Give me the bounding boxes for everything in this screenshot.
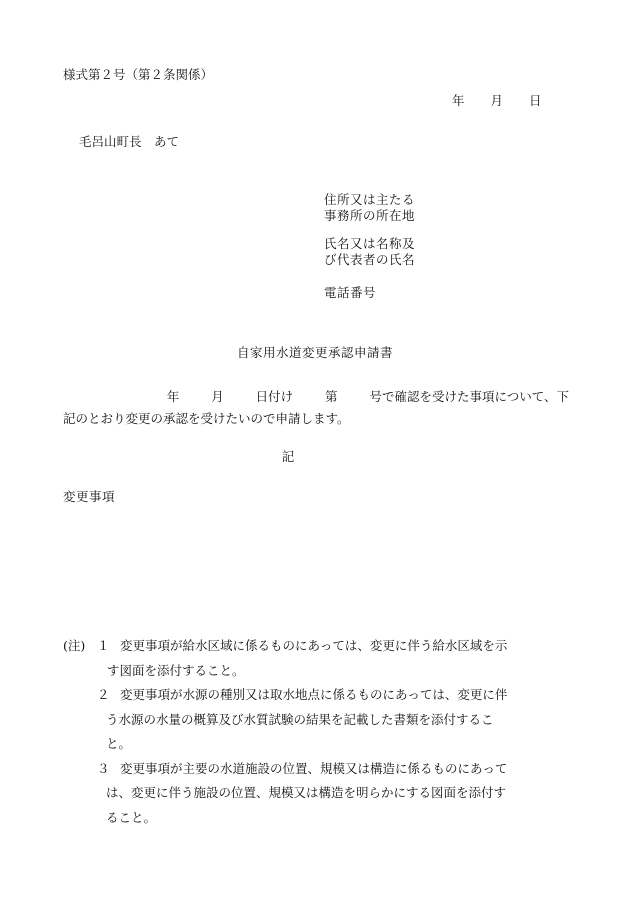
request-line-1-rest: 号で確認を受けた事項について、下 — [369, 389, 569, 404]
request-paragraph — [63, 386, 569, 430]
note-text: 変更事項が主要の水道施設の位置、規模又は構造に係るものにあって — [120, 760, 508, 776]
date-day: 日 — [529, 93, 542, 108]
notes-lead: (注) — [63, 638, 86, 653]
form-number: 様式第２号（第２条関係） — [63, 67, 214, 82]
date-month: 月 — [490, 93, 504, 108]
applicant-phone-label — [324, 285, 376, 301]
address-label-line-2: 事務所の所在地 — [324, 208, 416, 223]
request-number-prefix: 第 — [325, 389, 338, 404]
phone-label: 電話番号 — [324, 285, 377, 300]
addressee: 毛呂山町長 あて — [79, 134, 180, 149]
name-label-line-1: 氏名又は名称及 — [324, 236, 416, 251]
note-text-continued: と。 — [106, 736, 132, 751]
notes — [63, 634, 575, 830]
note-item-1 — [63, 634, 575, 683]
note-text-continued: う水源の水量の概算及び水質試験の結果を記載した書類を添付するこ — [106, 711, 494, 727]
ki-marker: 記 — [281, 449, 295, 464]
note-text: 変更事項が給水区域に係るものにあっては、変更に伴う給水区域を示 — [120, 638, 508, 653]
note-number: ３ — [97, 760, 110, 776]
note-item-3 — [63, 757, 575, 831]
name-label-line-2: び代表者の氏名 — [324, 252, 416, 267]
request-dated: 日付け — [255, 389, 294, 404]
request-month: 月 — [211, 389, 224, 404]
address-label-line-1: 住所又は主たる — [324, 192, 416, 207]
note-number: ２ — [97, 687, 110, 702]
date-year: 年 — [452, 93, 465, 108]
applicant-address-label — [324, 192, 415, 224]
note-text-continued: は、変更に伴う施設の位置、規模又は構造を明らかにする図面を添付す — [106, 785, 507, 800]
note-text-continued: ること。 — [106, 809, 157, 825]
applicant-name-label — [324, 236, 415, 268]
note-item-2 — [63, 683, 575, 757]
note-text-continued: す図面を添付すること。 — [107, 662, 245, 678]
note-text: 変更事項が水源の種別又は取水地点に係るものにあっては、変更に伴 — [120, 687, 508, 702]
note-number: １ — [97, 638, 110, 653]
request-line-1 — [63, 386, 569, 408]
request-line-2: 記のとおり変更の承認を受けたいので申請します。 — [63, 411, 350, 426]
date-line — [452, 93, 542, 109]
document-title: 自家用水道変更承認申請書 — [236, 345, 393, 360]
request-year: 年 — [166, 389, 180, 404]
change-items-heading: 変更事項 — [63, 489, 116, 504]
